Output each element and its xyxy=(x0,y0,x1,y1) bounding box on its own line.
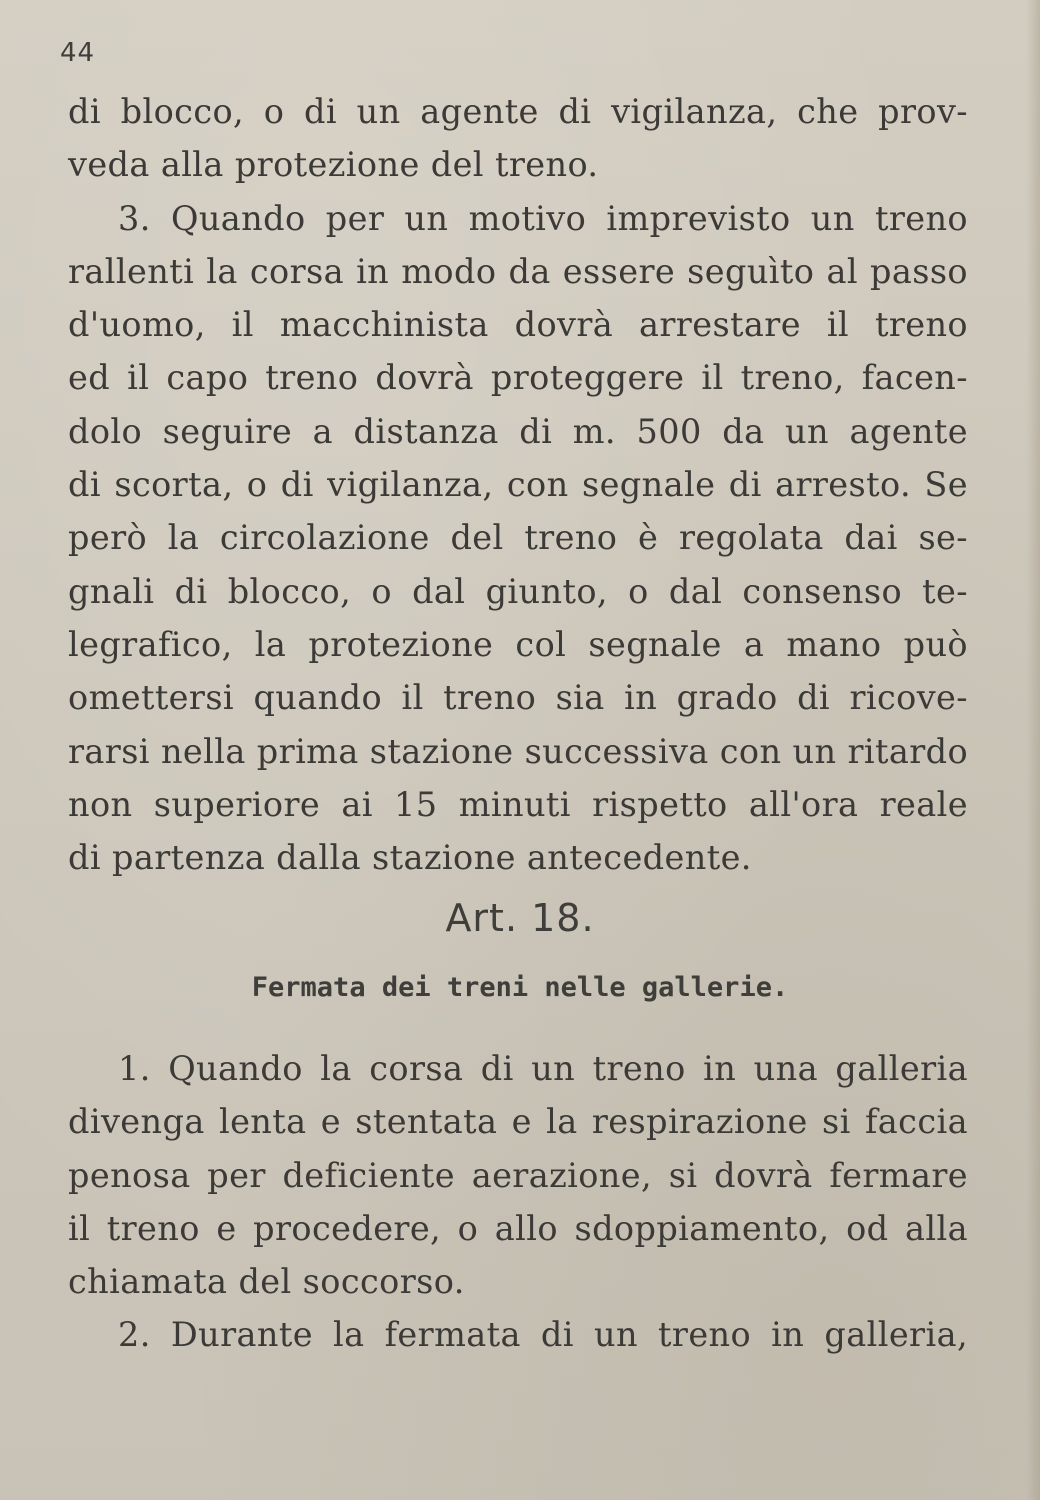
text-line: divenga lenta e stentata e la respirazione si faccia xyxy=(68,1102,968,1142)
text-line: di partenza dalla stazione antecedente. xyxy=(68,838,752,878)
text-line: 3. Quando per un motivo imprevisto un treno xyxy=(118,198,968,238)
article-title: Art. 18. xyxy=(445,896,595,940)
text-line: non superiore ai 15 minuti rispetto all'ora reale xyxy=(68,784,968,824)
text-line: 1. Quando la corsa di un treno in una galleria xyxy=(118,1049,968,1088)
text-line: ed il capo treno dovrà proteggere il treno, facen- xyxy=(68,358,968,398)
paragraph-bottom xyxy=(68,1042,968,1362)
paragraph-top xyxy=(68,85,968,884)
text-line: rallenti la corsa in modo da essere seguìto al passo xyxy=(68,251,968,291)
text-line: penosa per deficiente aerazione, si dovrà fermare xyxy=(68,1155,968,1195)
text-line: legrafico, la protezione col segnale a mano può xyxy=(68,624,968,664)
text-line: però la circolazione del treno è regolata dai se- xyxy=(68,518,968,558)
text-line: rarsi nella prima stazione successiva con un ritardo xyxy=(68,731,969,771)
text-line: gnali di blocco, o dal giunto, o dal consenso te- xyxy=(68,571,968,611)
text-line: chiamata del soccorso. xyxy=(68,1262,465,1302)
text-line: omettersi quando il treno sia in grado di ricove- xyxy=(68,678,968,718)
page-edge-shadow xyxy=(1026,0,1040,1500)
text-line: d'uomo, il macchinista dovrà arrestare il treno xyxy=(68,305,968,345)
text-line: dolo seguire a distanza di m. 500 da un agente xyxy=(68,411,968,451)
text-line: di scorta, o di vigilanza, con segnale di arresto. Se xyxy=(68,465,968,505)
text-line: di blocco, o di un agente di vigilanza, che prov- xyxy=(68,92,968,131)
article-subtitle: Fermata dei treni nelle gallerie. xyxy=(251,972,789,1003)
page-number: 44 xyxy=(60,38,96,68)
text-line: il treno e procedere, o allo sdoppiamento, od alla xyxy=(68,1208,968,1248)
text-line: 2. Durante la fermata di un treno in galleria, xyxy=(118,1315,968,1355)
text-line: veda alla protezione del treno. xyxy=(68,145,599,185)
